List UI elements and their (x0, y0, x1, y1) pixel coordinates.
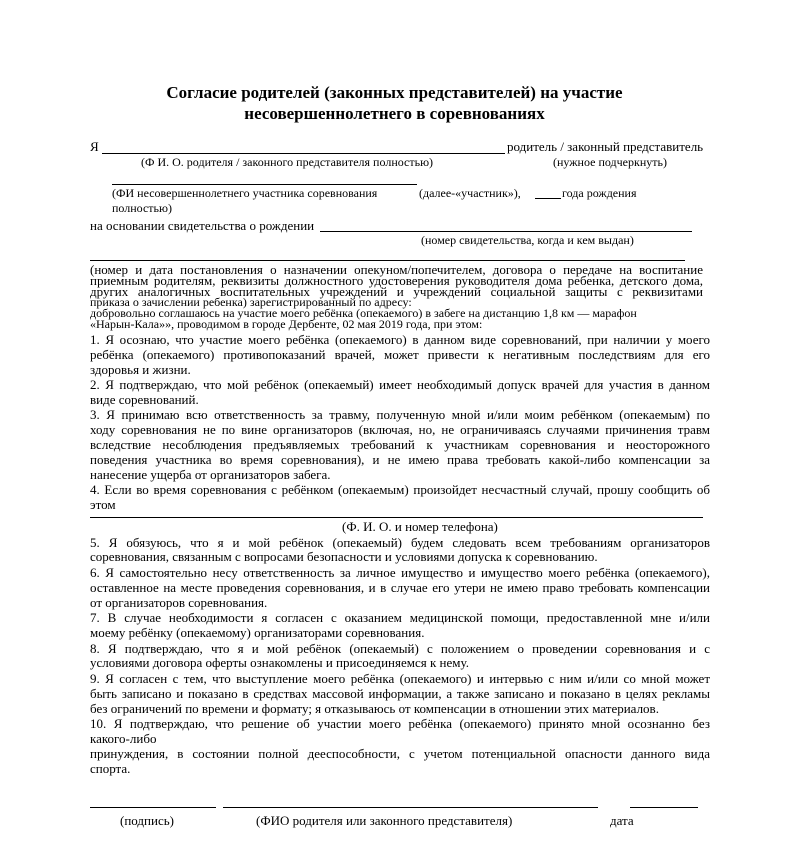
clause-5-line-2: соревнования, связанным с вопросами безопасности и условиями допуска к соревнованию. (90, 549, 598, 564)
clause-3-line-5: нанесение ущерба от организаторов забега. (90, 467, 331, 482)
clause-1-line-3: здоровья и жизни. (90, 362, 191, 377)
birth-cert-line[interactable] (320, 231, 692, 232)
birth-year-line[interactable] (535, 198, 561, 199)
birth-year-label: года рождения (562, 186, 637, 200)
contact-line[interactable] (90, 517, 703, 518)
clause-7-line-1: 7. В случае необходимости я согласен с оказанием медицинской помощи, предоставленной мне и/или (90, 610, 710, 625)
clause-2-line-1: 2. Я подтверждаю, что мой ребёнок (опекаемый) имеет необходимый допуск врачей для участия в данном (90, 377, 710, 392)
contact-hint: (Ф. И. О. и номер телефона) (342, 519, 498, 534)
clause-4-line-1: 4. Если во время соревнования с ребёнком (опекаемым) произойдет несчастный случай, прошу сообщить об (90, 482, 710, 497)
parent-name-line[interactable] (102, 153, 505, 154)
ya-label: Я (90, 139, 99, 154)
guardian-text-1: (номер и дата постановления о назначении опекуном/попечителем, договора о передаче на воспитание (90, 262, 703, 277)
child-name-hint: (ФИ несовершеннолетнего участника соревнования (112, 186, 378, 200)
clause-8-line-2: условиями договора оферты ознакомлены и присоединяемся к нему. (90, 655, 469, 670)
guardian-text-6: «Нарын-Кала»», проводимом в городе Дербенте, 02 мая 2019 года, при этом: (90, 317, 483, 331)
clause-6-line-3: от организаторов соревнования. (90, 595, 268, 610)
clause-3-line-4: поведения участника во время соревнования), и не имею права требовать какой-либо компенсации за (90, 452, 710, 467)
clause-1-line-2: ребёнка (опекаемого) противопоказаний врачей, может привести к негативным последствиям для его (90, 347, 710, 362)
participant-note: (далее-«участник»), (419, 186, 521, 200)
signer-name-line[interactable] (223, 807, 598, 808)
clause-8-line-1: 8. Я подтверждаю, что я и мой ребёнок (опекаемый) с положением о проведении соревнования и с (90, 641, 710, 656)
clause-3-line-2: ходу соревнования не по вине организаторов (включая, но, не ограничиваясь случаями причинения травм (90, 422, 710, 437)
clause-10-line-2: какого-либо (90, 731, 157, 746)
signer-name-label: (ФИО родителя или законного представителя) (256, 813, 513, 828)
guardian-text-5: добровольно соглашаюсь на участие моего ребёнка (опекаемого) в забеге на дистанцию 1,8 км — марафон (90, 306, 637, 320)
document-title-line1: Согласие родителей (законных представителей) на участие (166, 83, 623, 102)
clause-3-line-1: 3. Я принимаю всю ответственность за травму, полученную мной и/или моим ребёнком (опекаемым) по (90, 407, 710, 422)
clause-5-line-1: 5. Я обязуюсь, что я и мой ребёнок (опекаемый) будем следовать всем требованиям организаторов (90, 535, 710, 550)
clause-4-line-2: этом (90, 497, 116, 512)
signature-line[interactable] (90, 807, 216, 808)
clause-9-line-2: быть записано и показано в средствах массовой информации, а также записано и показано в целях рекламы (90, 686, 710, 701)
guardian-text-4: приказа о зачислении ребенка) зарегистрированный по адресу: (90, 295, 412, 309)
date-line[interactable] (630, 807, 698, 808)
signature-label: (подпись) (120, 813, 174, 828)
clause-9-line-1: 9. Я согласен с тем, что выступление моего ребёнка (опекаемого) и интервью с ним и/или со мной может (90, 671, 710, 686)
fully-label: полностью) (112, 201, 172, 215)
date-label: дата (610, 813, 634, 828)
birth-cert-label: на основании свидетельства о рождении (90, 218, 315, 233)
guardian-text-2: приемным родителям, реквизиты должностного удостоверения руководителя дома ребенка, детского дома, (90, 273, 703, 288)
parent-name-hint: (Ф И. О. родителя / законного представителя полностью) (141, 155, 434, 169)
role-label: родитель / законный представитель (507, 139, 704, 154)
clause-7-line-2: моему ребёнку (опекаемому) организаторами соревнования. (90, 625, 425, 640)
clause-10-line-3: принуждения, в состоянии полной дееспособности, с учетом потенциальной опасности данного вида (90, 746, 710, 761)
birth-cert-hint: (номер свидетельства, когда и кем выдан) (421, 233, 634, 247)
clause-3-line-3: вследствие несоблюдения предъявляемых требований к участникам соревнования и неосторожного (90, 437, 710, 452)
document-title-line2: несовершеннолетнего в соревнованиях (244, 104, 545, 123)
clause-6-line-2: оставленное на месте проведения соревнования, и в случае его утери не имею право требовать компенсации (90, 580, 710, 595)
underline-hint: (нужное подчеркнуть) (553, 155, 667, 169)
clause-6-line-1: 6. Я самостоятельно несу ответственность за личное имущество и имущество моего ребёнка (опекаемого), (90, 565, 710, 580)
guardian-text-3: других аналогичных воспитательных учреждений и учреждений социальной защиты с реквизитами (90, 284, 703, 299)
clause-10-line-1: 10. Я подтверждаю, что решение об участии моего ребёнка (опекаемого) принято мной осознанно без (90, 716, 710, 731)
clause-9-line-3: без ограничений по времени и формату; я отказываюсь от компенсации в отношении этих материалов. (90, 701, 659, 716)
guardian-doc-line[interactable] (90, 260, 685, 261)
child-name-line[interactable] (112, 184, 417, 185)
clause-10-line-4: спорта. (90, 761, 131, 776)
clause-2-line-2: виде соревнований. (90, 392, 199, 407)
clause-1-line-1: 1. Я осознаю, что участие моего ребёнка (опекаемого) в данном виде соревнований, при наличии у моего (90, 332, 710, 347)
